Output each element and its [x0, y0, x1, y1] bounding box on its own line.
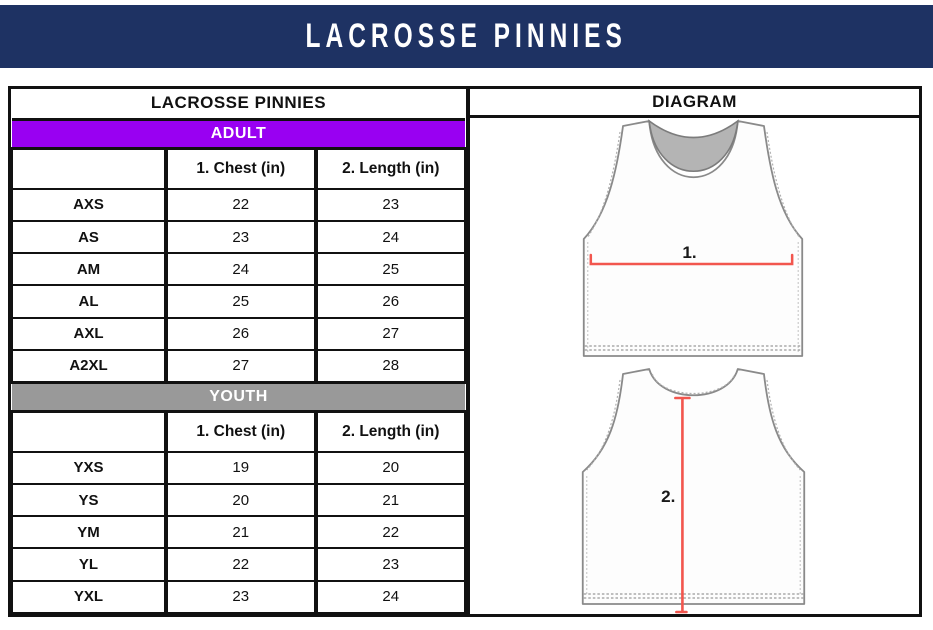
length-cell: 21 — [316, 484, 466, 516]
diagram-body — [470, 118, 919, 614]
chest-cell: 23 — [166, 221, 315, 253]
table-row — [12, 516, 465, 548]
column-header-chest: 1. Chest (in) — [166, 148, 315, 189]
size-table-pane — [11, 89, 470, 614]
title-banner — [0, 5, 933, 68]
pinnie-back-sketch — [583, 369, 804, 612]
table-row — [12, 548, 465, 580]
chest-cell: 19 — [166, 452, 315, 484]
length-cell: 28 — [316, 350, 466, 382]
size-cell: A2XL — [12, 350, 166, 382]
length-cell: 23 — [316, 548, 466, 580]
chest-measure-label: 1. — [682, 243, 697, 262]
column-header-chest: 1. Chest (in) — [166, 411, 315, 452]
column-header-length: 2. Length (in) — [316, 411, 466, 452]
size-chart-sheet — [8, 86, 922, 617]
table-row — [12, 285, 465, 317]
table-row — [12, 253, 465, 285]
length-cell: 25 — [316, 253, 466, 285]
section-header-youth — [12, 382, 465, 411]
adult-column-header-row — [12, 148, 465, 189]
table-row — [12, 189, 465, 221]
size-cell: YM — [12, 516, 166, 548]
column-header-size — [12, 148, 166, 189]
chest-cell: 22 — [166, 189, 315, 221]
length-cell: 27 — [316, 318, 466, 350]
length-measure-label: 2. — [661, 487, 676, 506]
size-cell: AS — [12, 221, 166, 253]
table-row — [12, 581, 465, 613]
diagram-pane — [470, 89, 919, 614]
table-row — [12, 318, 465, 350]
chest-cell: 24 — [166, 253, 315, 285]
chest-cell: 26 — [166, 318, 315, 350]
pinnie-front-sketch — [584, 121, 802, 356]
section-header-adult — [12, 119, 465, 148]
size-cell: YXL — [12, 581, 166, 613]
size-cell: YXS — [12, 452, 166, 484]
length-cell: 20 — [316, 452, 466, 484]
size-cell: YL — [12, 548, 166, 580]
length-cell: 24 — [316, 581, 466, 613]
table-title-row — [12, 89, 465, 119]
table-row — [12, 350, 465, 382]
chest-cell: 27 — [166, 350, 315, 382]
size-cell: AXS — [12, 189, 166, 221]
chest-cell: 23 — [166, 581, 315, 613]
length-cell: 23 — [316, 189, 466, 221]
length-cell: 24 — [316, 221, 466, 253]
diagram-title: DIAGRAM — [470, 89, 919, 118]
length-cell: 22 — [316, 516, 466, 548]
column-header-length: 2. Length (in) — [316, 148, 466, 189]
size-cell: AL — [12, 285, 166, 317]
size-cell: YS — [12, 484, 166, 516]
chest-cell: 22 — [166, 548, 315, 580]
size-table — [11, 89, 466, 614]
pinnie-diagram — [470, 118, 919, 614]
chest-cell: 20 — [166, 484, 315, 516]
length-cell: 26 — [316, 285, 466, 317]
chest-cell: 25 — [166, 285, 315, 317]
column-header-size — [12, 411, 166, 452]
table-row — [12, 452, 465, 484]
table-row — [12, 221, 465, 253]
size-cell: AXL — [12, 318, 166, 350]
youth-column-header-row — [12, 411, 465, 452]
adult-label: ADULT — [12, 119, 465, 148]
page-title: LACROSSE PINNIES — [305, 17, 628, 55]
table-row — [12, 484, 465, 516]
chest-cell: 21 — [166, 516, 315, 548]
table-title: LACROSSE PINNIES — [12, 89, 465, 119]
youth-label: YOUTH — [12, 382, 465, 411]
size-cell: AM — [12, 253, 166, 285]
